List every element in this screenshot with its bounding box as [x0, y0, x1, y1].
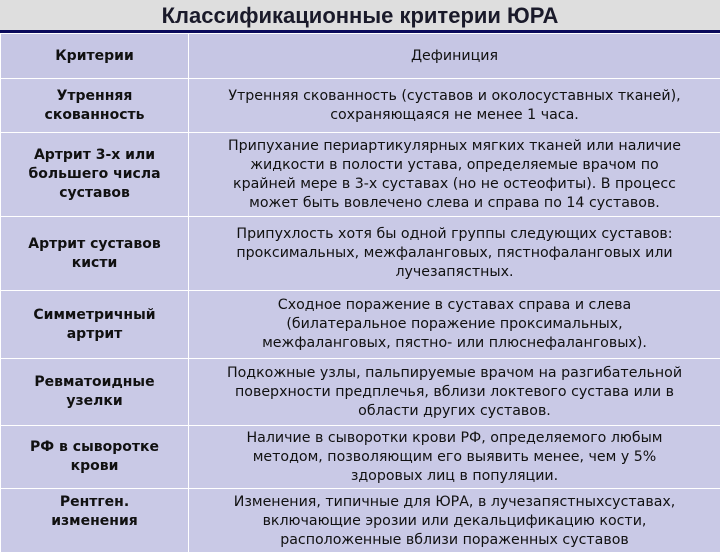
table-header-row: [1, 34, 720, 79]
table-row: [1, 217, 720, 291]
table-row: [1, 133, 720, 217]
header-criteria: Критерии: [1, 34, 189, 79]
definition-cell: Утренняя скованность (суставов и околосуставных тканей), сохраняющаяся не менее 1 часа.: [189, 79, 720, 133]
header-definition: Дефиниция: [189, 34, 720, 79]
definition-cell: Подкожные узлы, пальпируемые врачом на разгибательной поверхности предплечья, вблизи локтевого сустава или в области других суставов.: [189, 359, 720, 426]
table-row: [1, 489, 720, 553]
definition-cell: Припухание периартикулярных мягких тканей или наличие жидкости в полости устава, определяемые врачом по крайней мере в 3-х суставах (но не остеофиты). В процесс может быть вовлечено слева и справа по 14 суставов.: [189, 133, 720, 217]
table-row: [1, 359, 720, 426]
page-title: Классификационные критерии ЮРА: [0, 0, 720, 32]
table-row: [1, 291, 720, 359]
table-row: [1, 426, 720, 489]
criterion-cell: Утренняя скованность: [1, 79, 189, 133]
criterion-cell: Рентген. изменения: [1, 489, 189, 553]
criterion-cell: Симметричный артрит: [1, 291, 189, 359]
criterion-cell: Артрит 3-х или большего числа суставов: [1, 133, 189, 217]
definition-cell: Наличие в сыворотки крови РФ, определяемого любым методом, позволяющим его выявить менее, чем у 5% здоровых лиц в популяции.: [189, 426, 720, 489]
table-row: [1, 79, 720, 133]
definition-cell: Припухлость хотя бы одной группы следующих суставов: проксимальных, межфаланговых, пястнофаланговых или лучезапястных.: [189, 217, 720, 291]
definition-cell: Изменения, типичные для ЮРА, в лучезапястныхсуставах, включающие эрозии или декальцификацию кости, расположенные вблизи пораженных суставов: [189, 489, 720, 553]
criterion-cell: РФ в сыворотке крови: [1, 426, 189, 489]
criterion-cell: Артрит суставов кисти: [1, 217, 189, 291]
criteria-table: [0, 33, 720, 553]
definition-cell: Сходное поражение в суставах справа и слева (билатеральное поражение проксимальных, межфаланговых, пястно- или плюснефаланговых).: [189, 291, 720, 359]
criterion-cell: Ревматоидные узелки: [1, 359, 189, 426]
criteria-table-container: [0, 30, 720, 550]
